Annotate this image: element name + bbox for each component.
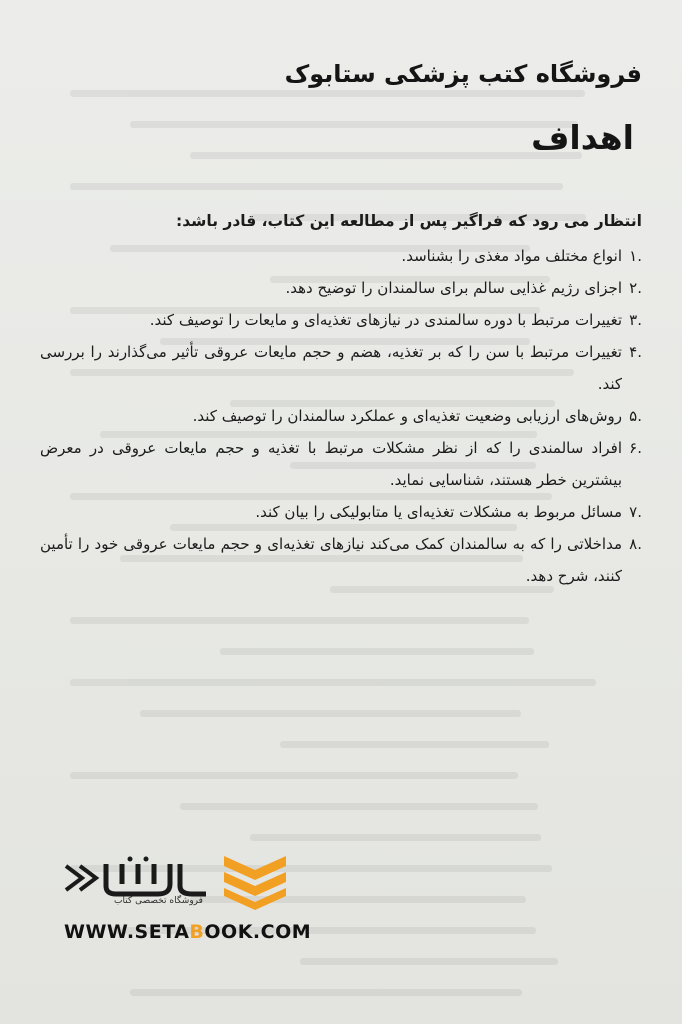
objective-text: انواع مختلف مواد مغذی را بشناسد. bbox=[401, 247, 622, 265]
objective-number: .۱ bbox=[629, 247, 642, 265]
objective-item bbox=[40, 336, 642, 400]
objective-item bbox=[40, 400, 642, 432]
objective-number: .۴ bbox=[629, 343, 642, 361]
objective-text: تغییرات مرتبط با سن را که بر تغذیه، هضم و حجم مایعات عروقی تأثیر می‌گذارند را بررسی کند. bbox=[40, 343, 622, 393]
objective-text: افراد سالمندی را که از نظر مشکلات مرتبط با تغذیه و حجم مایعات عروقی در معرض بیشترین خطر هستند، شناسایی نماید. bbox=[40, 439, 622, 489]
objective-item bbox=[40, 432, 642, 496]
book-stack-icon bbox=[220, 850, 290, 912]
objective-text: مداخلاتی را که به سالمندان کمک می‌کند نیازهای تغذیه‌ای و حجم مایعات عروقی خود را تأمین کنند، شرح دهد. bbox=[40, 535, 622, 585]
objective-number: .۶ bbox=[629, 439, 642, 457]
objective-text: تغییرات مرتبط با دوره سالمندی در نیازهای تغذیه‌ای و مایعات را توصیف کند. bbox=[149, 311, 622, 329]
objectives-list bbox=[40, 240, 642, 592]
objective-text: اجزای رژیم غذایی سالم برای سالمندان را توضیح دهد. bbox=[285, 279, 622, 297]
store-name-header: فروشگاه کتب پزشکی ستابوک bbox=[284, 60, 642, 88]
objective-number: .۸ bbox=[629, 535, 642, 553]
objective-item bbox=[40, 496, 642, 528]
objective-number: .۷ bbox=[629, 503, 642, 521]
objective-number: .۲ bbox=[629, 279, 642, 297]
logo-wordmark bbox=[60, 856, 210, 900]
logo-subtitle: فروشگاه تخصصی کتاب bbox=[114, 896, 203, 906]
objective-number: .۵ bbox=[629, 407, 642, 425]
objective-number: .۳ bbox=[629, 311, 642, 329]
url-accent-letter: B bbox=[189, 921, 205, 943]
objective-text: روش‌های ارزیابی وضعیت تغذیه‌ای و عملکرد سالمندان را توصیف کند. bbox=[192, 407, 622, 425]
objective-text: مسائل مربوط به مشکلات تغذیه‌ای یا متابولیکی را بیان کند. bbox=[255, 503, 622, 521]
page-title: اهداف bbox=[531, 118, 634, 157]
objective-item bbox=[40, 240, 642, 272]
website-url: WWW.SETABOOK.COM bbox=[64, 921, 312, 943]
objective-item bbox=[40, 272, 642, 304]
intro-text: انتظار می رود که فراگیر پس از مطالعه این کتاب، قادر باشد: bbox=[176, 212, 642, 230]
objective-item bbox=[40, 304, 642, 336]
objective-item bbox=[40, 528, 642, 592]
setabook-logo bbox=[60, 850, 300, 912]
